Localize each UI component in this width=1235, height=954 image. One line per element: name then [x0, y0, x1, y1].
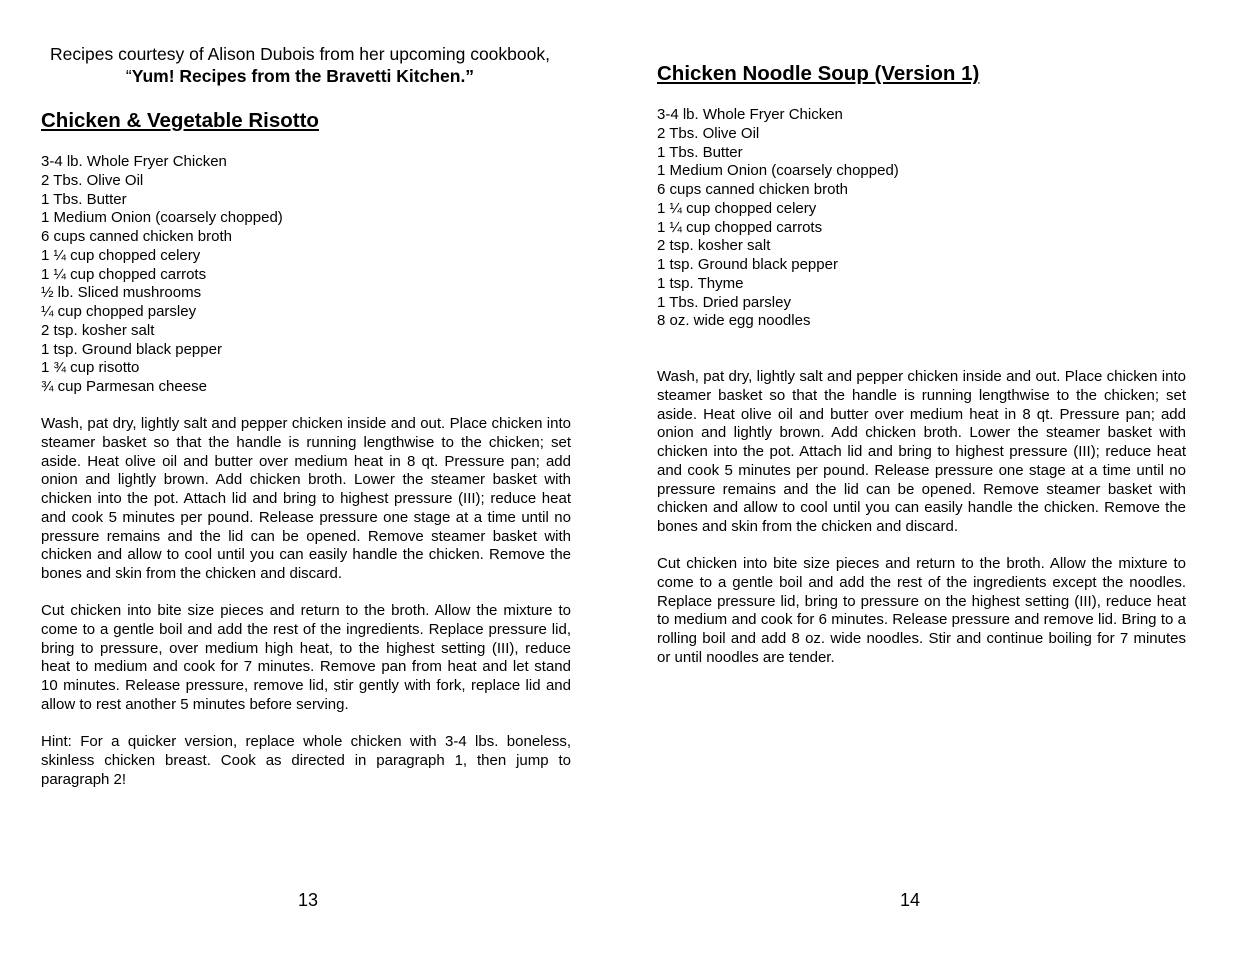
ingredient-item: 2 Tbs. Olive Oil — [41, 171, 144, 189]
ingredient-item: 6 cups canned chicken broth — [657, 181, 848, 198]
ingredient-item: 1 tsp. Thyme — [657, 274, 744, 292]
ingredient-item: 1 tsp. Ground black pepper — [657, 256, 838, 273]
ingredient-item: 6 cups canned chicken broth — [41, 228, 232, 245]
ingredient-item: 1 Medium Onion (coarsely chopped) — [41, 209, 283, 227]
ingredient-item: 2 Tbs. Olive Oil — [657, 124, 760, 142]
ingredient-item: 1 ¾ cup risotto — [41, 359, 140, 377]
noodle-soup-ingredient-list — [657, 106, 899, 331]
open-quote: “ — [125, 66, 132, 86]
courtesy-note — [33, 43, 567, 87]
risotto-recipe-title: Chicken & Vegetable Risotto — [41, 109, 319, 132]
risotto-ingredient-list — [41, 153, 283, 397]
ingredient-item: 2 tsp. kosher salt — [41, 321, 155, 339]
ingredient-item: 1 ¼ cup chopped celery — [657, 199, 817, 217]
ingredient-item: 1 Tbs. Dried parsley — [657, 293, 791, 311]
noodle-soup-instructions-step-1: Wash, pat dry, lightly salt and pepper chicken inside and out. Place chicken into steamer basket so that the handle is running lengthwise to the chicken; set aside. Heat olive oil and butter over medium heat in 8 qt. Pressure pan; add onion and lightly brown. Add chicken broth. Lower the steamer basket with chicken into the pot. Attach lid and bring to highest pressure (III); reduce heat and cook 5 minutes per pound. Release pressure one stage at a time until no pressure remains and the lid can be opened. Remove steamer basket with chicken and allow to cool until you can easily handle the chicken. Remove the bones and skin from the chicken and discard. — [657, 368, 1186, 535]
ingredient-item: 3-4 lb. Whole Fryer Chicken — [657, 106, 843, 123]
right-page — [617, 0, 1235, 954]
cookbook-title: Yum! Recipes from the Bravetti Kitchen.” — [131, 66, 475, 86]
ingredient-item: 1 Tbs. Butter — [41, 190, 127, 208]
risotto-hint: Hint: For a quicker version, replace whole chicken with 3-4 lbs. boneless, skinless chicken breast. Cook as directed in paragraph 1, then jump to paragraph 2! — [41, 733, 571, 788]
ingredient-item: 2 tsp. kosher salt — [657, 237, 771, 255]
ingredient-item: ½ lb. Sliced mushrooms — [41, 284, 202, 302]
risotto-instructions-step-1: Wash, pat dry, lightly salt and pepper chicken inside and out. Place chicken into steamer basket so that the handle is running lengthwise to the chicken; set aside. Heat olive oil and butter over medium heat in 8 qt. Pressure pan; add onion and lightly brown. Add chicken broth. Lower the steamer basket with chicken into the pot. Attach lid and bring to highest pressure (III); reduce heat and cook 5 minutes per pound. Release pressure one stage at a time until no pressure remains and the lid can be opened. Remove steamer basket with chicken and allow to cool until you can easily handle the chicken. Remove the bones and skin from the chicken and discard. — [41, 415, 571, 582]
ingredient-item: ¾ cup Parmesan cheese — [41, 378, 207, 395]
ingredient-item: 1 tsp. Ground black pepper — [41, 340, 222, 358]
ingredient-item: 1 Medium Onion (coarsely chopped) — [657, 162, 899, 180]
ingredient-item: 8 oz. wide egg noodles — [657, 312, 811, 330]
page-number-left: 13 — [298, 890, 319, 910]
ingredient-item: 1 ¼ cup chopped carrots — [657, 218, 823, 236]
noodle-soup-recipe-title: Chicken Noodle Soup (Version 1) — [657, 62, 980, 85]
ingredient-item: 1 ¼ cup chopped celery — [41, 246, 201, 264]
courtesy-line: Recipes courtesy of Alison Dubois from her upcoming cookbook, — [50, 44, 550, 64]
noodle-soup-instructions-step-2: Cut chicken into bite size pieces and return to the broth. Allow the mixture to come to a gentle boil and add the rest of the ingredients except the noodles. Replace pressure lid, bring to pressure on the highest setting (III), reduce heat to medium and cook for 6 minutes. Release pressure and remove lid. Bring to a rolling boil and add 8 oz. wide noodles. Stir and continue boiling for 7 minutes or until noodles are tender. — [657, 555, 1186, 666]
risotto-instructions-step-2: Cut chicken into bite size pieces and return to the broth. Allow the mixture to come to a gentle boil and add the rest of the ingredients. Replace pressure lid, bring to pressure, over medium high heat, to the highest setting (III), reduce heat to medium and cook for 7 minutes. Remove pan from heat and let stand 10 minutes. Release pressure, remove lid, stir gently with fork, replace lid and allow to rest another 5 minutes before serving. — [41, 602, 571, 713]
cookbook-title-line — [33, 65, 567, 87]
ingredient-item: 1 ¼ cup chopped carrots — [41, 265, 207, 283]
left-page — [0, 0, 617, 954]
page-number-right: 14 — [900, 890, 921, 910]
ingredient-item: ¼ cup chopped parsley — [41, 303, 197, 320]
ingredient-item: 3-4 lb. Whole Fryer Chicken — [41, 153, 227, 170]
ingredient-item: 1 Tbs. Butter — [657, 143, 743, 161]
